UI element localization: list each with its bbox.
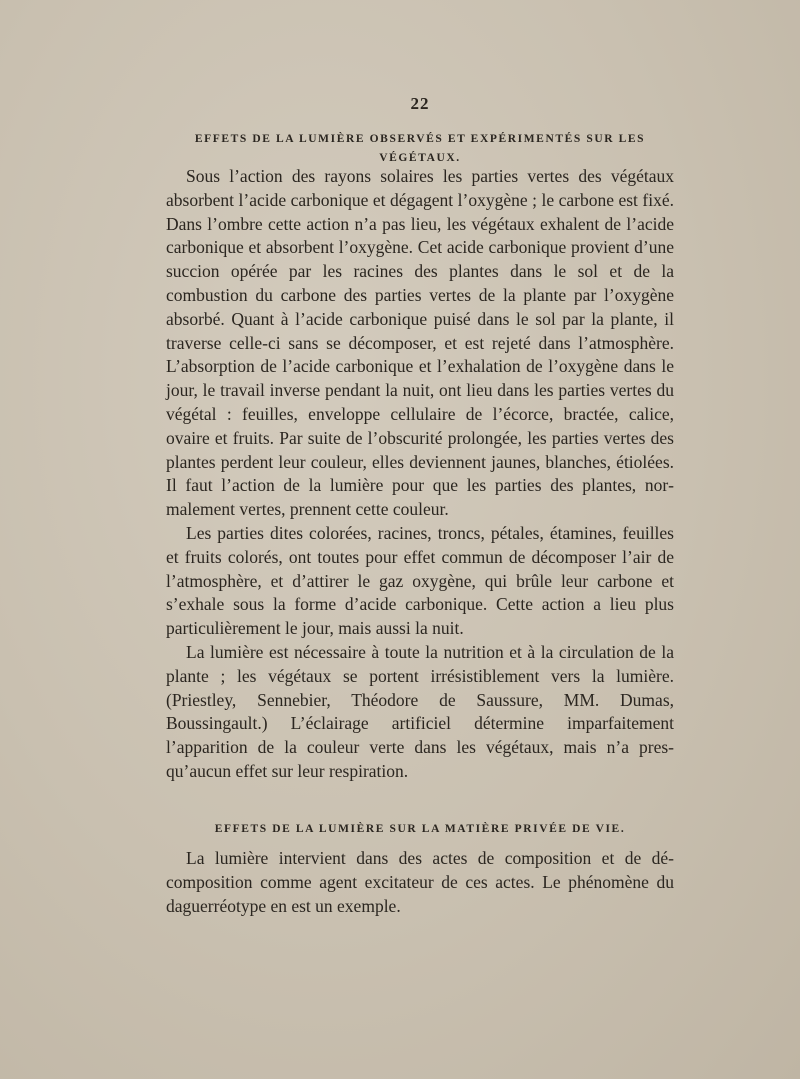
section-heading-matiere [166, 820, 674, 839]
page-number: 22 [410, 94, 430, 113]
heading-text: EFFETS DE LA LUMIÈRE SUR LA MATIÈRE PRIVÉE DE VIE. [214, 823, 626, 835]
paragraph-vegetaux-3: La lumière est nécessaire à toute la nutrition et à la circulation de la plante ; les végétaux se portent irrésistiblement vers la lumière. (Priestley, Sennebier, Théodore de Saussure, MM. Dumas, Boussingault.) L’éclairage artificiel détermine imparfaitement l’apparition de la couleur verte dans les végétaux, mais n’a presqu’aucun effet sur leur respiration. [166, 641, 674, 781]
paragraph-vegetaux-1: Sous l’action des rayons solaires les parties vertes des végétaux absorbent l’acide carbonique et dégagent l’oxygène ; le carbone est fixé. Dans l’ombre cette action n’a pas lieu, les végétaux exhalent de l’acide carbonique et absorbent l’oxygène. Cet acide carbonique provient d’une succion opérée par les racines des plantes dans le sol et de la combustion du carbone des parties vertes de la plante par l’oxygène absorbé. Quant à l’acide carbonique puisé dans le sol par la plante, il traverse celle-ci sans se décomposer, et est rejeté dans l’atmosphère. L’absorption de l’acide carbonique et l’exhalation de l’oxygène dans le jour, le travail inverse pendant la nuit, ont lieu dans les parties vertes du végétal : feuilles, enveloppe cellulaire de l’écorce, bractée, calice, ovaire et fruits. Par suite de l’obscurité prolongée, les parties vertes des plantes perdent leur couleur, elles deviennent jaunes, blanches, étiolées. Il faut l’action de la lumière pour que les parties des plantes, normalement vertes, prennent cette couleur. [166, 166, 674, 520]
paragraph-matiere-1: La lumière intervient dans des actes de composition et de décomposition comme agent excitateur de ces actes. Le phénomène du daguerréotype en est un exemple. [166, 848, 674, 916]
paragraph-vegetaux-2: Les parties dites colorées, racines, troncs, pétales, étamines, feuilles et fruits colorés, ont toutes pour effet commun de décomposer l’air de l’atmosphère, et d’attirer le gaz oxygène, qui brûle leur carbone et s’exhale sous la forme d’acide carbonique. Cette action a lieu plus particulièrement le jour, mais aussi la nuit. [166, 522, 674, 639]
section-heading-vegetaux [166, 130, 674, 168]
heading-text: EFFETS DE LA LUMIÈRE OBSERVÉS ET EXPÉRIMENTÉS SUR LES VÉGÉTAUX. [194, 133, 646, 164]
section-body-matiere [166, 847, 674, 918]
section-body-vegetaux [166, 165, 674, 784]
